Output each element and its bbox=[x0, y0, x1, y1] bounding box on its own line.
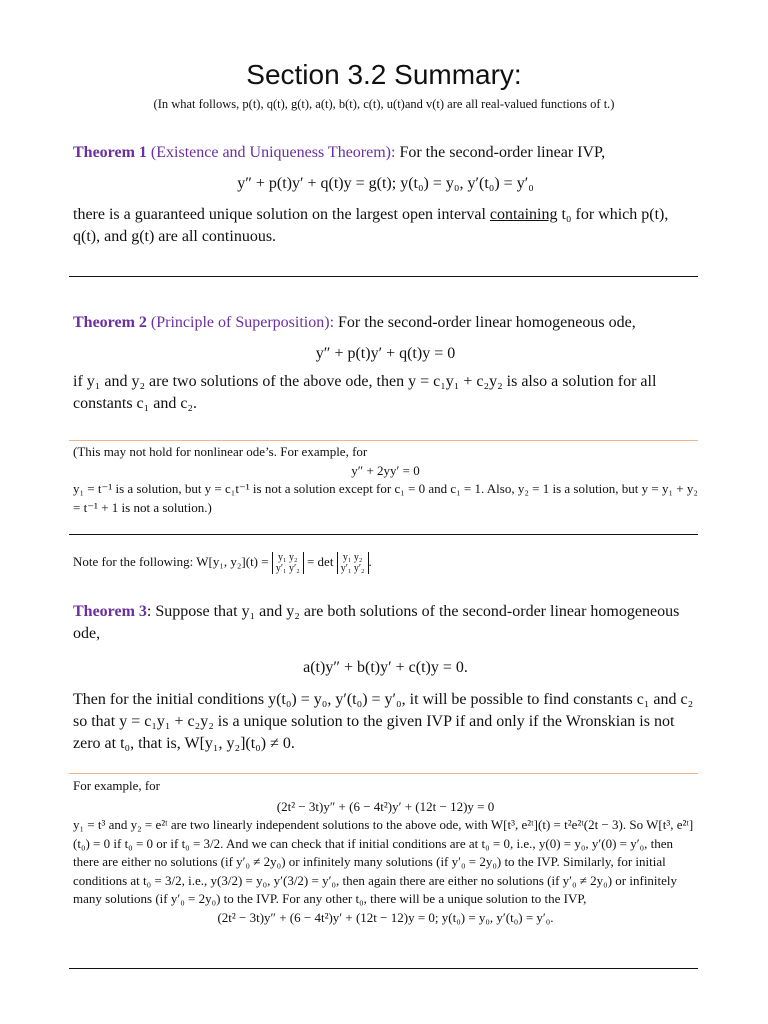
theorem-2-note-equation: y″ + 2yy′ = 0 bbox=[351, 462, 420, 478]
theorem-1-name: (Existence and Uniqueness Theorem): bbox=[150, 144, 396, 161]
theorem-1-lead: For the second-order linear IVP, bbox=[399, 144, 606, 161]
note-divider-2 bbox=[69, 773, 698, 774]
example-body: y₁ = t³ and y₂ = e²ᵗ are two linearly independent solutions to the above ode, with W[t³, e²ᵗ](t) = t²e²ᵗ(2t − 3). So W[t³, e²ᵗ](t₀) = 0 if t₀ = 0 or if t₀ = 3/2. And we can check that if initial conditions are at t₀ = 0, i.e., y(0) = y₀, y′(0) = y′₀, then there are either no solutions (if y′₀ ≠ 2y₀) or infinitely many solutions (if y′₀ = 2y₀) to the IVP. Similarly, for initial conditions at t₀ = 3/2, i.e., y(3/2) = y₀, y′(3/2) = y′₀, then again there are either no solutions (if y′₀ ≠ 2y₀) or infinitely many solutions (if y′₀ = 2y₀) to the IVP. For any other t₀, there will be a unique solution to the IVP, bbox=[73, 817, 694, 906]
wronskian-matrix bbox=[337, 552, 369, 574]
page-title: Section 3.2 Summary: bbox=[246, 59, 522, 90]
theorem-3-body: Then for the initial conditions y(t₀) = y₀, y′(t₀) = y′₀, it will be possible to find constants c₁ and c₂ so that y = c₁y₁ + c₂y₂ is a unique solution to the given IVP if and only if the Wronskian is not zero at t₀, that is, W[y₁, y₂](t₀) ≠ 0. bbox=[73, 691, 694, 752]
example-equation: (2t² − 3t)y″ + (6 − 4t²)y′ + (12t − 12)y = 0 bbox=[276, 798, 495, 814]
wronskian-definition bbox=[73, 552, 698, 574]
theorem-2-heading bbox=[73, 312, 698, 334]
page-subtitle: (In what follows, p(t), q(t), g(t), a(t), b(t), c(t), u(t)and v(t) are all real-valued functions of t.) bbox=[153, 97, 615, 111]
wronskian-lhs: W[y₁, y₂](t) = bbox=[196, 553, 269, 569]
theorem-2-lead: For the second-order linear homogeneous ode, bbox=[338, 314, 636, 331]
wronskian-prefix: Note for the following: bbox=[73, 553, 194, 569]
theorem-2-name: (Principle of Superposition): bbox=[150, 314, 335, 331]
theorem-3-lead: : Suppose that y₁ and y₂ are both solutions of the second-order linear homogeneous ode, bbox=[73, 603, 680, 642]
theorem-2-block bbox=[73, 312, 698, 415]
theorem-2-body: if y₁ and y₂ are two solutions of the above ode, then y = c₁y₁ + c₂y₂ is also a solution for all constants c₁ and c₂. bbox=[73, 373, 657, 412]
theorem-2-note-intro: (This may not hold for nonlinear ode’s. For example, for bbox=[73, 444, 368, 459]
theorem-3-label: Theorem 3 bbox=[73, 603, 147, 620]
theorem-2-note-body: y₁ = t⁻¹ is a solution, but y = c₁t⁻¹ is not a solution except for c₁ = 0 and c₁ = 1. Also, y₂ = 1 is a solution, but y = y₁ + y₂ = t⁻¹ + 1 is not a solution.) bbox=[73, 481, 698, 515]
wronskian-determinant bbox=[272, 552, 304, 574]
wronskian-note bbox=[73, 552, 698, 574]
example-final-equation: (2t² − 3t)y″ + (6 − 4t²)y′ + (12t − 12)y = 0; y(t₀) = y₀, y′(t₀) = y′₀. bbox=[217, 909, 554, 925]
wronskian-det-label: = det bbox=[306, 553, 334, 569]
theorem-1-underlined-word: containing bbox=[489, 206, 558, 223]
wronskian-matrix2-row-1: y₁ y₂ bbox=[342, 552, 363, 563]
note-divider-1 bbox=[69, 440, 698, 441]
wronskian-matrix-row-2: y′₁ y′₂ bbox=[275, 563, 300, 574]
theorem-3-equation: a(t)y″ + b(t)y′ + c(t)y = 0. bbox=[303, 659, 468, 676]
theorem-1-body-end: t₀ for which p(t), q(t), and g(t) are all continuous. bbox=[73, 206, 669, 245]
example-intro: For example, for bbox=[73, 778, 161, 793]
theorem-2-label: Theorem 2 bbox=[73, 314, 147, 331]
theorem-3-block bbox=[73, 601, 698, 755]
wronskian-matrix-row-1: y₁ y₂ bbox=[278, 552, 298, 563]
wronskian-suffix: . bbox=[368, 553, 372, 569]
theorem-3-example bbox=[73, 777, 698, 927]
theorem-1-block bbox=[73, 142, 698, 248]
theorem-1-equation: y″ + p(t)y′ + q(t)y = g(t); y(t₀) = y₀, y′(t₀) = y′₀ bbox=[237, 175, 534, 192]
theorem-2-equation: y″ + p(t)y′ + q(t)y = 0 bbox=[315, 345, 456, 362]
theorem-2-note bbox=[73, 443, 698, 517]
theorem-1-label: Theorem 1 bbox=[73, 144, 147, 161]
wronskian-matrix2-row-2: y′₁ y′₂ bbox=[340, 563, 365, 574]
section-divider-2 bbox=[69, 534, 698, 535]
theorem-1-body bbox=[73, 204, 698, 248]
theorem-1-heading bbox=[73, 142, 698, 164]
section-divider-1 bbox=[69, 276, 698, 277]
theorem-3-heading bbox=[73, 601, 698, 645]
section-divider-3 bbox=[69, 968, 698, 969]
theorem-1-body-start: there is a guaranteed unique solution on the largest open interval bbox=[73, 206, 486, 223]
